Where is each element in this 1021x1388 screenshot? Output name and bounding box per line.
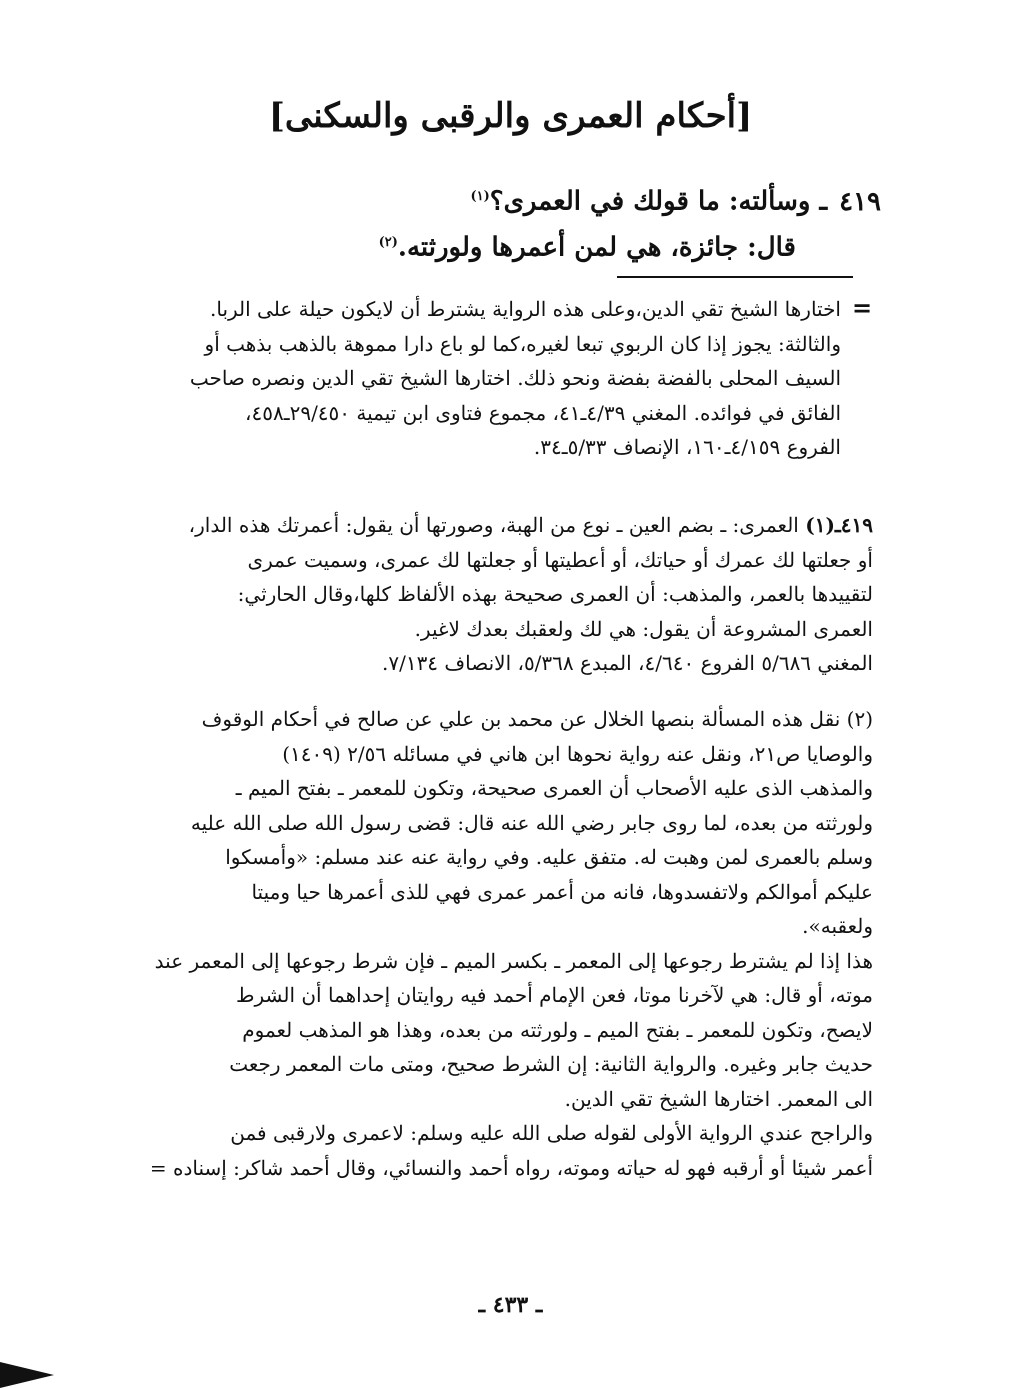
footnote-1-first-line: العمرى: ـ بضم العين ـ نوع من الهبة، وصورتها أن يقول: أعمرتك هذه الدار، [188,513,799,537]
footnote-line: والراجح عندي الرواية الأولى لقوله صلى الله عليه وسلم: لاعمرى ولارقبى فمن [230,1121,873,1145]
footnote-line: السيف المحلى بالفضة بفضة ونحو ذلك. اختارها الشيخ تقي الدين ونصره صاحب [189,366,841,390]
footnote-ref-1: (١) [470,189,490,204]
footnote-line: هذا إذا لم يشترط رجوعها إلى المعمر ـ بكسر الميم ـ فإن شرط رجوعها إلى المعمر عند [154,948,873,973]
footnote-line: أو جعلتها لك عمرك أو حياتك، أو أعطيتها أو جعلتها لك عمرى، وسميت عمرى [247,547,873,572]
footnote-line: الفروع ٤/١٥٩ـ١٦٠، الإنصاف ٥/٣٣ـ٣٤. [533,435,841,459]
footnote-line [138,508,873,543]
answer-line [136,220,796,271]
footnote-separator [617,276,853,278]
footnote-line: والمذهب الذى عليه الأصحاب أن العمرى صحيحة، وتكون للمعمر ـ بفتح الميم ـ [235,776,873,800]
footnote-line: عليكم أموالكم ولاتفسدوها، فانه من أعمر عمرى فهي للذى أعمرها حيا وميتا [251,879,873,904]
footnote-line: الفائق في فوائده. المغني ٤/٣٩ـ٤١، مجموع فتاوى ابن تيمية ٢٩/٤٥٠ـ٤٥٨، [245,400,841,425]
footnote-line: موته، أو قال: هي لآخرنا موتا، فعن الإمام أحمد فيه روايتان إحداهما أن الشرط [235,983,873,1007]
question-line [141,174,881,225]
page-number: ـ ٤٣٣ ـ [478,1292,543,1318]
footnote-line: والثالثة: يجوز إذا كان الربوي تبعا لغيره،كما لو باع دارا مموهة بالذهب بذهب أو [204,331,841,356]
footnote-line: العمرى المشروعة أن يقول: هي لك ولعقبك بعدك لاغير. [414,616,873,641]
footnote-line: أعمر شيئا أو أرقبه فهو له حياته وموته، رواه أحمد والنسائي، وقال أحمد شاكر: إسناده = [149,1155,873,1180]
footnote-1 [138,508,873,681]
question-number: ٤١٩ [839,186,881,217]
footnote-ref-2: (٢) [378,235,398,250]
footnote-line: اختارها الشيخ تقي الدين،وعلى هذه الرواية يشترط أن لايكون حيلة على الربا. [210,297,841,321]
continuation-mark: = [852,294,873,322]
footnote-line: الى المعمر. اختارها الشيخ تقي الدين. [564,1086,873,1111]
scan-edge-mark [0,1362,54,1388]
footnote-line: (٢) نقل هذه المسألة بنصها الخلال عن محمد بن علي عن صالح في أحكام الوقوف [201,707,873,731]
footnote-2 [138,702,873,1185]
section-title: [أحكام العمرى والرقبى والسكنى] [268,96,753,136]
footnote-line: لايصح، وتكون للمعمر ـ بفتح الميم ـ ولورثته من بعده، وهذا هو المذهب لعموم [242,1017,873,1042]
footnote-line: حديث جابر وغيره. والرواية الثانية: إن الشرط صحيح، ومتى مات المعمر رجعت [229,1052,873,1076]
footnote-line: لتقييدها بالعمر، والمذهب: أن العمرى صحيحة بهذه الألفاظ كلها،وقال الحارثي: [237,582,873,606]
footnote-line: وسلم بالعمرى لمن وهبت له. متفق عليه. وفي رواية عنه عند مسلم: «وأمسكوا [225,845,873,869]
footnote-line: ولعقبه». [802,914,873,938]
footnote-line: المغني ٥/٦٨٦ الفروع ٤/٦٤٠، المبدع ٥/٣٦٨، الانصاف ٧/١٣٤. [381,651,873,675]
footnote-line: ولورثته من بعده، لما روى جابر رضي الله عنه قال: قضى رسول الله صلى الله عليه [190,810,873,835]
answer-text: قال: جائزة، هي لمن أعمرها ولورثته. [397,232,796,263]
question-text: ـ وسألته: ما قولك في العمرى؟ [489,186,828,217]
footnote-carryover [141,292,841,465]
footnote-1-label: ٤١٩ـ(١) [805,513,873,537]
footnote-line: والوصايا ص٢١، ونقل عنه رواية نحوها ابن هاني في مسائله ٢/٥٦ (١٤٠٩) [282,741,873,766]
